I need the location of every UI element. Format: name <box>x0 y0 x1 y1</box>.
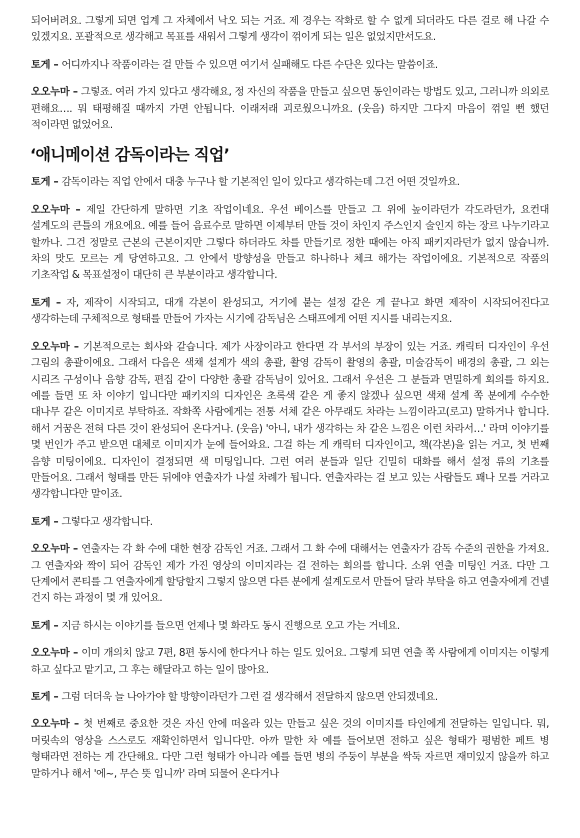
paragraph-text: 지금 하시는 이야기를 들으면 언제나 몇 화라도 동시 진행으로 오고 가는 거네요. <box>61 620 400 632</box>
paragraph-text: 그렇다고 생각합니다. <box>61 516 153 528</box>
speaker-dash: – <box>50 177 62 189</box>
paragraph-toge <box>31 515 549 531</box>
speaker-name: 오오누마 <box>31 544 70 556</box>
paragraph-text: 제일 간단하게 말하면 기초 작업이네요. 우선 베이스를 만들고 그 위에 높이라던가 각도라던가, 요컨대 설계도의 큰틀의 개요에요. 예를 들어 음료수로 말하면 이제부터 만들 것이 차인지 주스인지 술인지 하는 장르 나누기라고 할까나. 그건 정말로 근본의 근본이지만 그렇다 하더라도 차를 만들기로 정한 때에는 아직 패키지라던가 없지 않습니까. 차의 맛도 모르는 게 당연하고요. 그 안에서 방향성을 만들고 하나하나 체크 해가는 작업이에요. 기본적으로 작품의 기초작업 & 목표설정이 대단히 큰 부분이라고 생각합니다. <box>31 204 549 282</box>
paragraph-text: 그럼 더더욱 늘 나아가야 할 방향이라던가 그런 걸 생각해서 전달하지 않으면 안되겠네요. <box>61 692 438 703</box>
paragraph-continuation <box>31 14 549 47</box>
speaker-name: 오오누마 <box>31 719 70 731</box>
speaker-name: 오오누마 <box>31 204 70 216</box>
interview-paragraphs <box>31 175 549 783</box>
paragraph-text: 이미 개의치 않고 7편, 8편 동시에 한다거나 하는 일도 있어요. 그렇게 되면 연출 쪽 사람에게 이미지는 이렇게 하고 싶다고 맡기고, 그 후는 해달라고 하는 일이 많아요. <box>31 648 549 676</box>
paragraph-toge <box>31 619 549 635</box>
speaker-dash: – <box>69 87 81 99</box>
paragraph-toge <box>31 58 549 74</box>
speaker-dash: – <box>50 297 67 309</box>
paragraph-text: 첫 번째로 중요한 것은 자신 안에 떠올라 있는 만들고 싶은 것의 이미지를 타인에게 전달하는 일입니다. 뭐, 머릿속의 영상을 스스로도 재확인하면서 입니다만. 아까 말한 차 예를 들어보면 전하고 싶은 형태가 평범한 페트 병 형태라면 전하는 게 간단해요. 다만 그런 형태가 아니라 예를 들면 병의 주둥이 부분을 싹둑 자르면 재미있지 않을까 하고 말하거나 해서 '에~, 무슨 뜻 입니까' 라며 되물어 온다거나 <box>31 719 549 780</box>
speaker-dash: – <box>69 648 82 660</box>
section-heading: ‘애니메이션 감독이라는 직업’ <box>30 145 230 165</box>
speaker-dash: – <box>50 59 62 71</box>
speaker-dash: – <box>50 620 62 632</box>
speaker-name: 오오누마 <box>31 87 70 99</box>
speaker-name: 토게 <box>31 692 51 703</box>
speaker-dash: – <box>69 204 87 216</box>
paragraph-text: 자, 제작이 시작되고, 대개 각본이 완성되고, 거기에 붙는 설정 같은 게 끝나고 화면 제작이 시작되어진다고 생각하는데 구체적으로 형태를 만들어 가자는 시기에 감독님은 스태프에게 어떤 지시를 내리는지요. <box>31 297 549 326</box>
paragraph-toge <box>31 296 549 329</box>
paragraph-toge <box>31 175 549 191</box>
speaker-name: 토게 <box>31 516 51 528</box>
speaker-dash: – <box>69 719 84 731</box>
speaker-dash: – <box>50 692 62 703</box>
paragraph-text: 어디까지나 작품이라는 걸 만들 수 있으면 여기서 실패해도 다른 수단은 있다는 말씀이죠. <box>61 59 438 71</box>
paragraph-oonuma <box>31 646 549 679</box>
speaker-name: 오오누마 <box>31 648 70 660</box>
paragraph-oonuma <box>31 340 549 504</box>
paragraph-text: 되어버려요. 그렇게 되면 업계 그 자체에서 낙오 되는 거죠. 제 경우는 작화로 할 수 없게 되더라도 다른 걸로 해 나갈 수 있겠지요. 포괄적으로 생각해고 목표를 새워서 그렇게 생각이 꺾이게 되는 일은 없었지만서도요. <box>31 16 549 44</box>
paragraph-text: 연출자는 각 화 수에 대한 현장 감독인 거죠. 그래서 그 화 수에 대해서는 연출자가 감독 수준의 권한을 가져요. 그 연출자와 짝이 되어 감독인 제가 가진 영상의 이미지라는 걸 전하는 회의를 합니다. 소위 연출 미팅인 거죠. 다만 그 단계에서 콘티를 그 연출자에게 할당할지 그렇지 않으면 다른 분에게 설계도로서 만들어 달라 부탁을 하고 연출자에게 건넬 건지 하는 과정이 몇 개 있어요. <box>31 544 549 605</box>
speaker-dash: – <box>69 341 83 353</box>
paragraph-oonuma <box>31 542 549 608</box>
speaker-dash: – <box>50 516 62 528</box>
speaker-name: 토게 <box>31 297 51 309</box>
paragraph-oonuma <box>31 85 549 134</box>
intro-paragraphs <box>31 14 549 134</box>
paragraph-text: 감독이라는 직업 안에서 대충 누구나 할 기본적인 일이 있다고 생각하는데 그건 어떤 것일까요. <box>61 177 460 189</box>
speaker-dash: – <box>69 544 82 556</box>
speaker-name: 토게 <box>31 59 51 71</box>
speaker-name: 오오누마 <box>31 341 70 353</box>
speaker-name: 토게 <box>31 177 51 189</box>
paragraph-oonuma <box>31 717 549 783</box>
paragraph-text: 그렇죠. 여러 가지 있다고 생각해요, 정 자신의 작품을 만들고 싶으면 동인이라는 방법도 있고, 그러니까 의외로 편해요…. 뭐 태평해질 때까지 가면 안됩니다. 이래저래 괴로웠으니까요. (웃음) 하지만 그다지 마음이 꺾일 뻔 했던 적이라면 없었어요. <box>31 87 549 132</box>
paragraph-toge <box>31 690 549 706</box>
paragraph-text: 기본적으로는 회사와 같습니다. 제가 사장이라고 한다면 각 부서의 부장이 있는 거죠. 캐릭터 디자인이 우선 그림의 총괄이에요. 그래서 다음은 색채 설계가 색의 총괄, 촬영 감독이 촬영의 총괄, 미술감독이 배경의 총괄, 그 외는 시리즈 구성이나 음향 감독, 편집 같이 다양한 총괄 감독님이 있어요. 그래서 우선은 그 분들과 면밀하게 회의를 하지요. 예를 들면 또 차 이야기 입니다만 패키지의 디자인은 초록색 같은 게 좋지 않겠나 싶으면 색채 설계 쪽 분에게 수수한 대나무 같은 이미지로 부탁하죠. 작화쪽 사람에게는 전통 서체 같은 아무래도 차라는 느낌이라고(로고) 말하거나 합니다. 해서 거꿈은 전혀 다른 것이 완성되어 온다거나. (웃음) '아니, 내가 생각하는 차 같은 느낌은 이런 차라서…' 라며 이야기를 몇 번인가 주고 받으면 대체로 이미지가 눈에 들어와요. 그걸 하는 게 캐릭터 디자인이고, 책(각본)을 읽는 거고, 첫 번째 음향 미팅이에요. 디자인이 결정되면 색 미팅입니다. 그런 여러 분들과 일단 긴밀히 대화를 해서 설정 류의 기초를 만들어요. 그래서 형태를 만든 뒤에야 연출자가 나설 차례가 됩니다. 연출자라는 걸 보고 있는 사람들도 꽤나 모를 거라고 생각합니다만 말이죠. <box>31 341 549 501</box>
paragraph-oonuma <box>31 203 549 285</box>
speaker-name: 토게 <box>31 620 51 632</box>
